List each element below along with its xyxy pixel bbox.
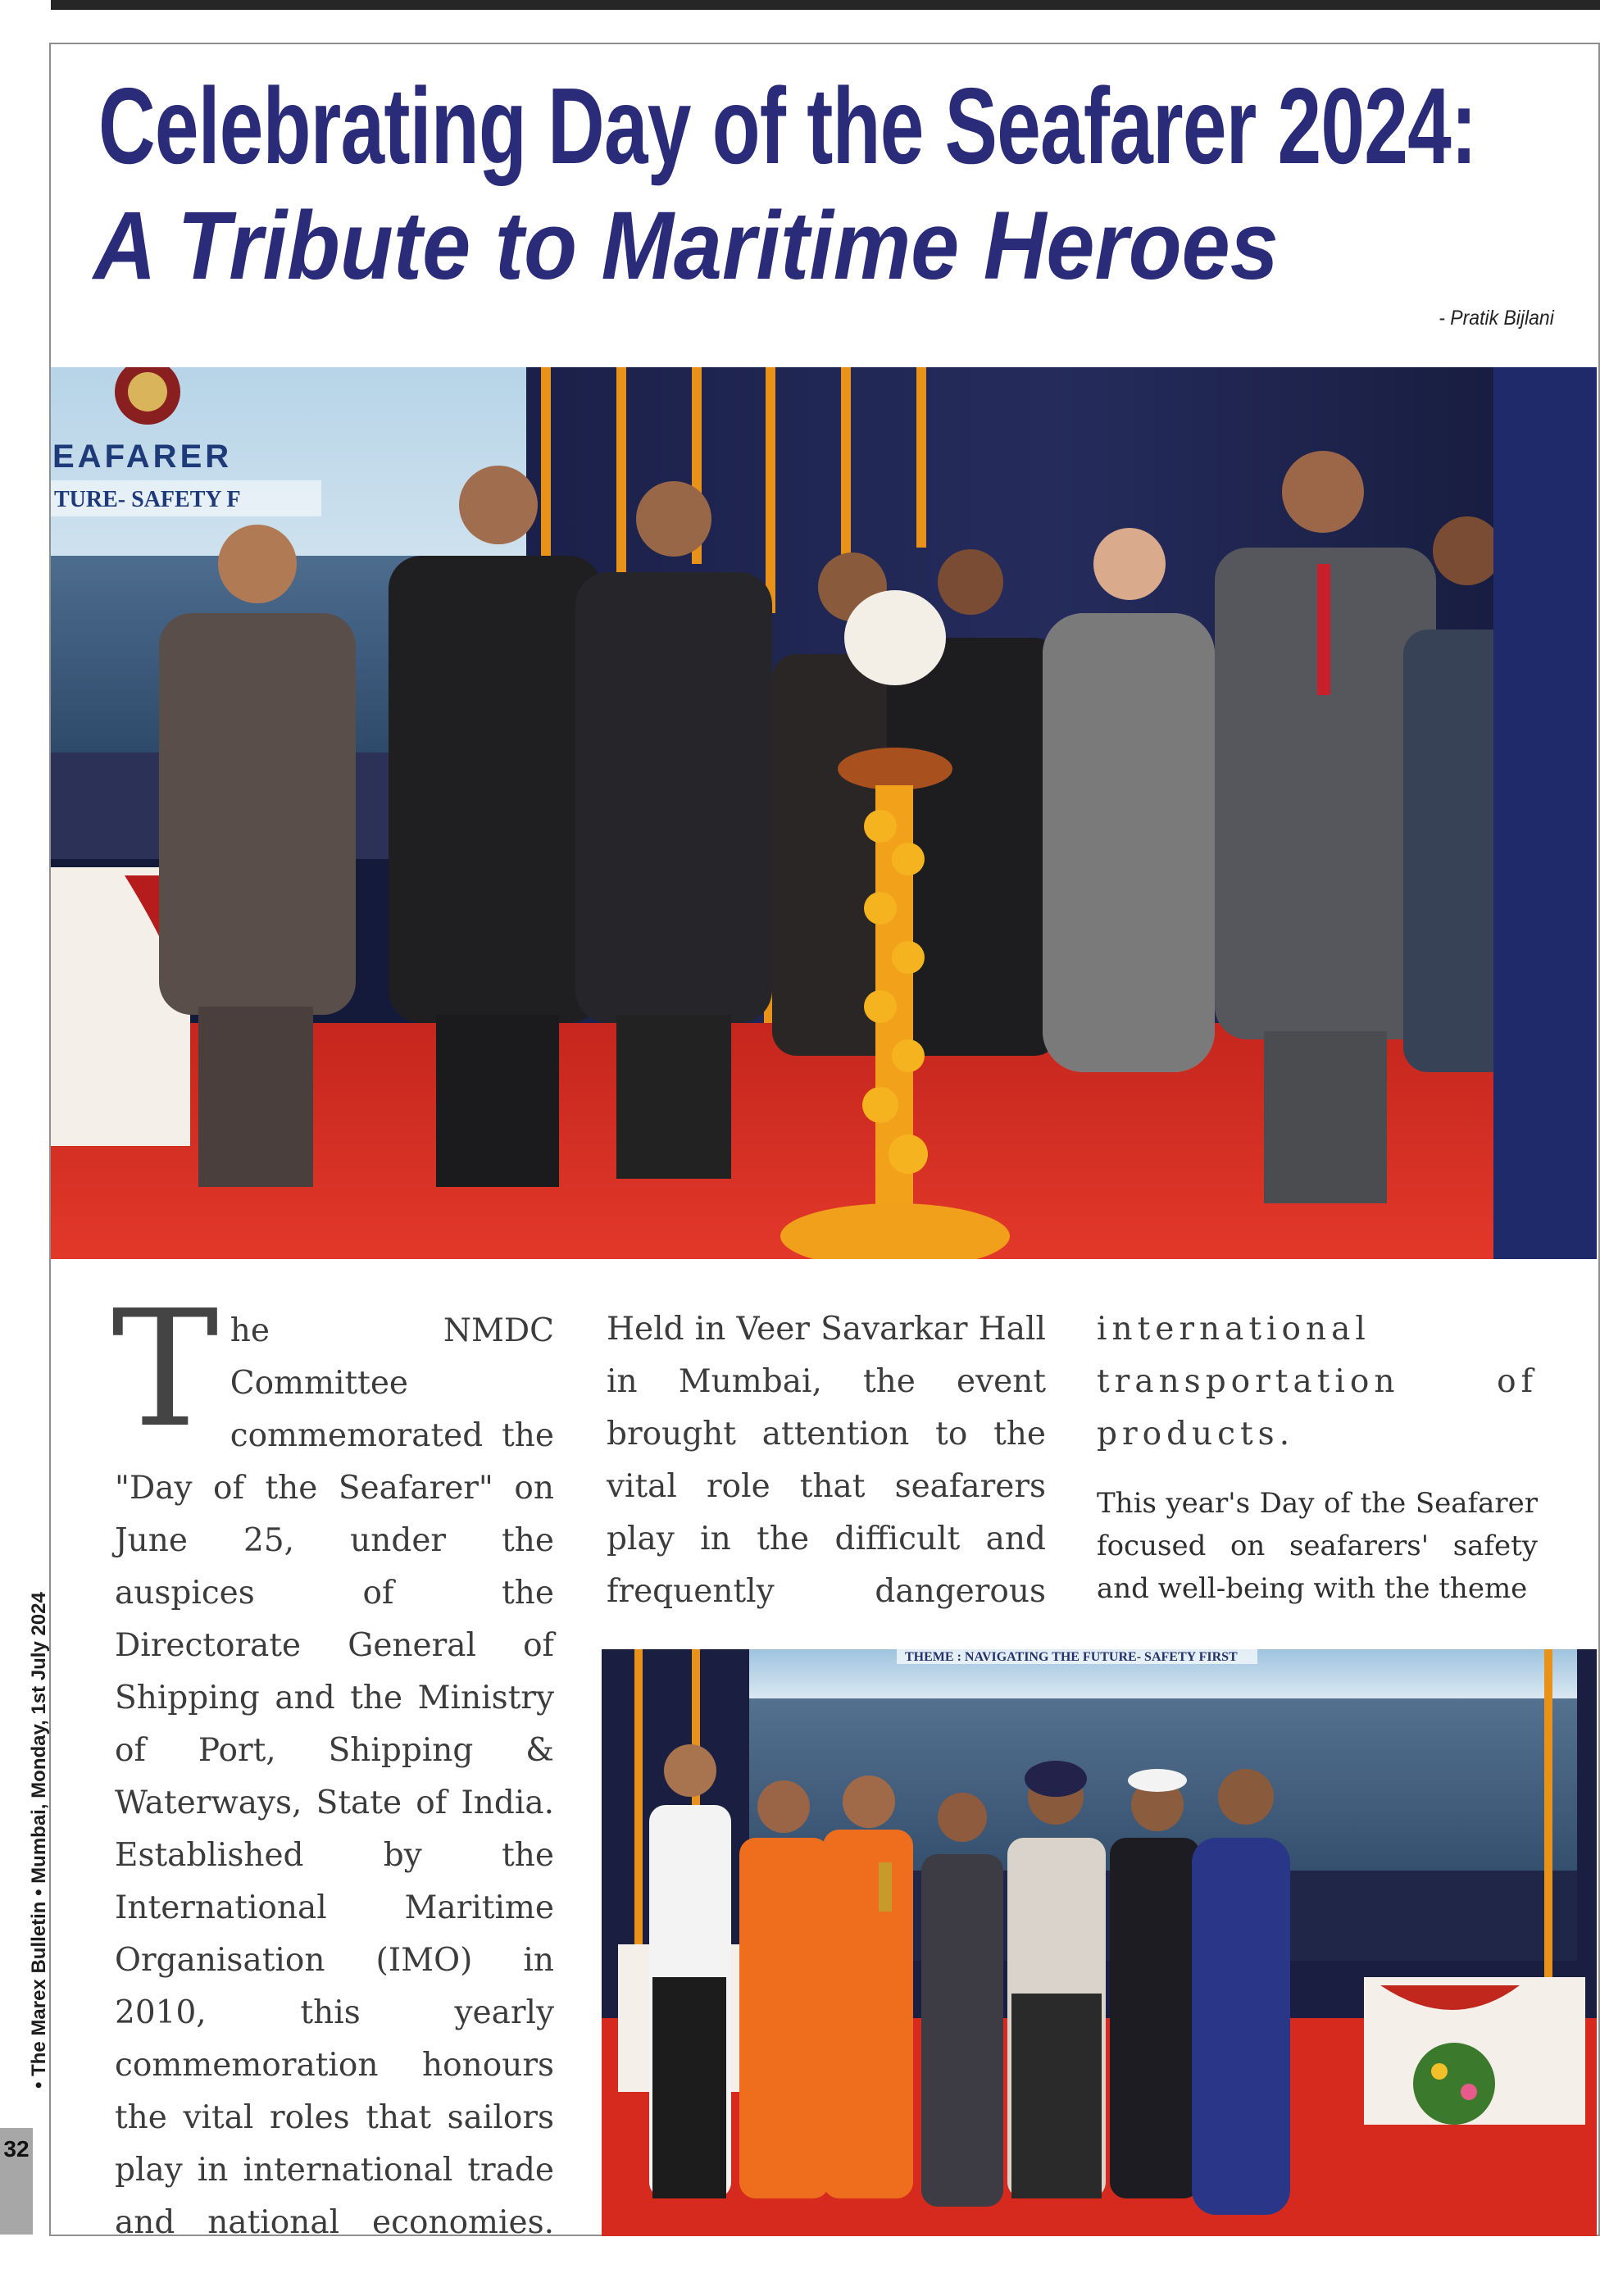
publication-footer: • The Marex Bulletin • Mumbai, Monday, 1st July 2024 <box>28 1592 50 2089</box>
article-column-1 <box>111 1276 554 2249</box>
article-title: Celebrating Day of the Seafarer 2024: <box>98 66 1477 186</box>
column-1-text: he NMDC Committee commemorated the "Day of the Seafarer" on June 25, under the auspices of the Directorate General of Shipping and the Ministry of Port, Shipping & Waterways, State of India. Established by the International Maritime Organisation (IMO) in 2010, this yearly commemoration honours the vital roles that sailors play in international trade and national economies. <box>115 1312 554 2241</box>
column-3-paragraph-2: This year's Day of the Seafarer focused on seafarers' safety and well-being with the theme <box>1097 1487 1538 1605</box>
column-3-paragraph-1: international transportation of products. <box>1097 1311 1538 1453</box>
top-rule <box>51 0 1600 10</box>
banner-text: EAFARER <box>52 439 233 475</box>
page-number-tab <box>0 2128 33 2235</box>
article-subtitle: A Tribute to Maritime Heroes <box>93 192 1279 300</box>
article-column-2: Held in Veer Savarkar Hall in Mumbai, the event brought attention to the vital role that seafarers play in the difficult and frequently dangerous <box>607 1311 1046 1610</box>
drop-cap: T <box>111 1276 219 1463</box>
award-presentation-photo <box>602 1649 1597 2236</box>
author-byline: - Pratik Bijlani <box>1439 307 1554 330</box>
page-number: 32 <box>3 2136 30 2162</box>
lamp-lighting-photo <box>51 367 1597 1259</box>
article-column-3 <box>1097 1303 1538 1610</box>
banner-subtext: TURE- SAFETY F <box>54 487 241 512</box>
second-banner-text: THEME : NAVIGATING THE FUTURE- SAFETY FIRST <box>905 1650 1238 1664</box>
